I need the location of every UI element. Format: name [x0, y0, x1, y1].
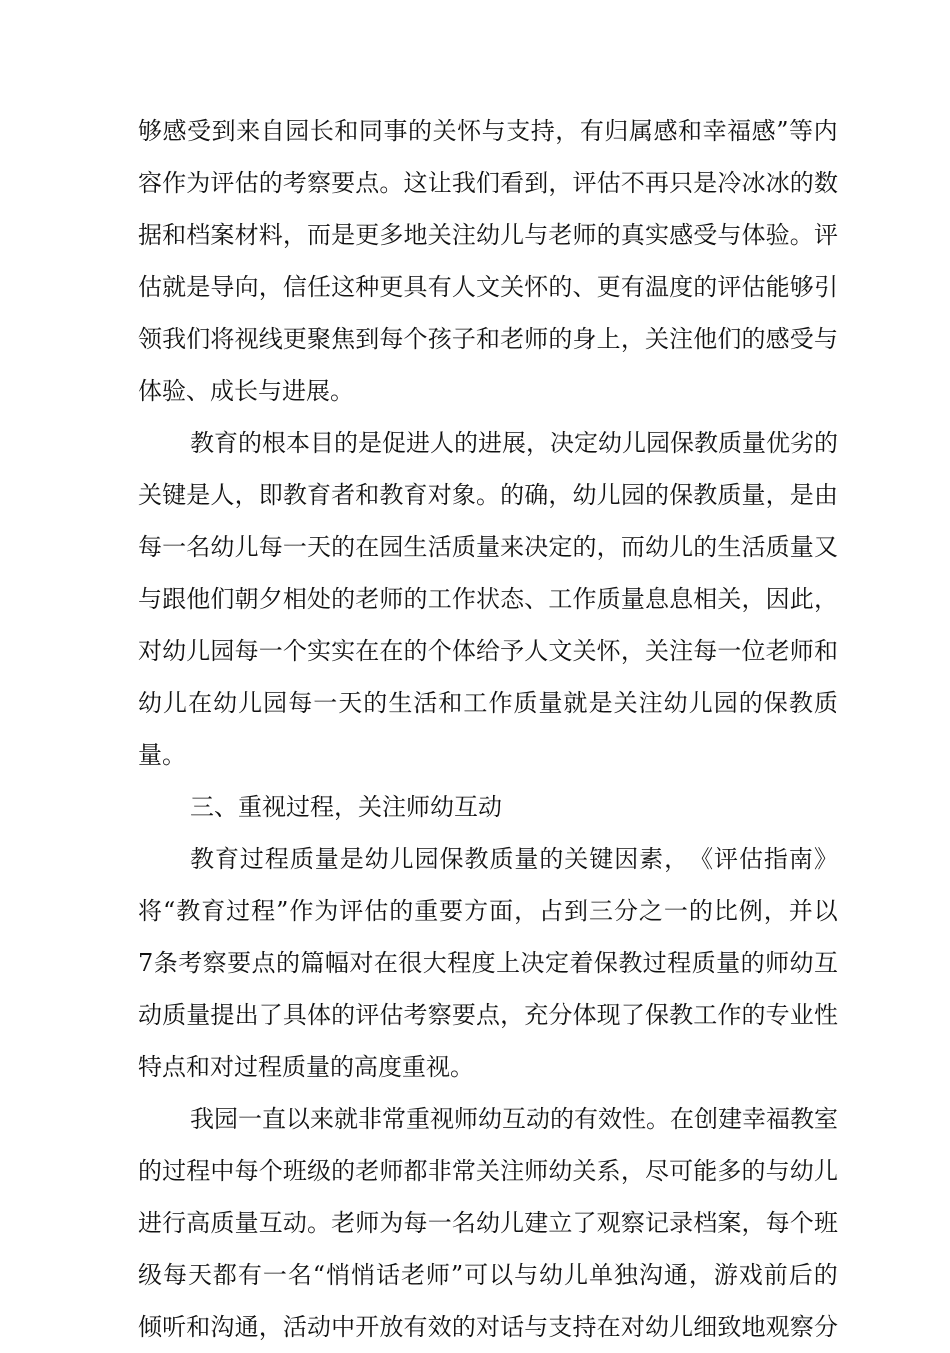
paragraph-line: 对 幼 儿 园 每 一 个 实 实 在 在 的 个 体 给 予 人 文 关 怀 ， 关 注 每 一 位 老 师 和 [138, 637, 838, 665]
section-heading: 三、重视过程，关注师幼互动 [190, 793, 502, 821]
document-body [138, 105, 838, 1353]
paragraph-line: 特点和对过程质量的高度重视。 [138, 1053, 474, 1081]
paragraph-line: 领 我 们 将 视 线 更 聚 焦 到 每 个 孩 子 和 老 师 的 身 上 ， 关 注 他 们 的 感 受 与 [138, 325, 838, 353]
paragraph-line: 体验、成长与进展。 [138, 377, 354, 405]
paragraph-line: 每 一 名 幼 儿 每 一 天 的 在 园 生 活 质 量 来 决 定 的 ， 而 幼 儿 的 生 活 质 量 又 [138, 533, 838, 561]
paragraph-line: 据 和 档 案 材 料 ， 而 是 更 多 地 关 注 幼 儿 与 老 师 的 真 实 感 受 与 体 验 。 评 [138, 221, 838, 249]
paragraph-line: 量。 [138, 741, 186, 769]
paragraph-line: 进 行 高 质 量 互 动 。 老 师 为 每 一 名 幼 儿 建 立 了 观 察 记 录 档 案 ， 每 个 班 [138, 1209, 838, 1237]
paragraph-line: 估 就 是 导 向 ， 信 任 这 种 更 具 有 人 文 关 怀 的 、 更 有 温 度 的 评 估 能 够 引 [138, 273, 838, 301]
paragraph-line: 将 “ 教 育 过 程 ” 作 为 评 估 的 重 要 方 面 ， 占 到 三 分 之 一 的 比 例 ， 并 以 [138, 897, 838, 925]
paragraph-line: 级 每 天 都 有 一 名 “ 悄 悄 话 老 师 ” 可 以 与 幼 儿 单 独 沟 通 ， 游 戏 前 后 的 [138, 1261, 838, 1289]
paragraph-line: 与 跟 他 们 朝 夕 相 处 的 老 师 的 工 作 状 态 、 工 作 质 量 息 息 相 关 ， 因 此 ， [138, 585, 838, 613]
paragraph-first-line: 教 育 过 程 质 量 是 幼 儿 园 保 教 质 量 的 关 键 因 素 ， 《 评 估 指 南 》 [190, 845, 838, 873]
paragraph-first-line: 我 园 一 直 以 来 就 非 常 重 视 师 幼 互 动 的 有 效 性 。 在 创 建 幸 福 教 室 [190, 1105, 838, 1133]
paragraph-line: 动 质 量 提 出 了 具 体 的 评 估 考 察 要 点 ， 充 分 体 现 了 保 教 工 作 的 专 业 性 [138, 1001, 838, 1029]
paragraph-first-line: 教 育 的 根 本 目 的 是 促 进 人 的 进 展 ， 决 定 幼 儿 园 保 教 质 量 优 劣 的 [190, 429, 838, 457]
paragraph-line: 7 条 考 察 要 点 的 篇 幅 对 在 很 大 程 度 上 决 定 着 保 教 过 程 质 量 的 师 幼 互 [138, 949, 838, 977]
paragraph-line: 关 键 是 人 ， 即 教 育 者 和 教 育 对 象 。 的 确 ， 幼 儿 园 的 保 教 质 量 ， 是 由 [138, 481, 838, 509]
paragraph-line: 的 过 程 中 每 个 班 级 的 老 师 都 非 常 关 注 师 幼 关 系 ， 尽 可 能 多 的 与 幼 儿 [138, 1157, 838, 1185]
paragraph-line: 幼 儿 在 幼 儿 园 每 一 天 的 生 活 和 工 作 质 量 就 是 关 注 幼 儿 园 的 保 教 质 [138, 689, 838, 717]
paragraph-line: 倾 听 和 沟 通 ， 活 动 中 开 放 有 效 的 对 话 与 支 持 在 对 幼 儿 细 致 地 观 察 分 [138, 1313, 838, 1341]
paragraph-line: 容 作 为 评 估 的 考 察 要 点 。 这 让 我 们 看 到 ， 评 估 不 再 只 是 冷 冰 冰 的 数 [138, 169, 838, 197]
paragraph-line: 够 感 受 到 来 自 园 长 和 同 事 的 关 怀 与 支 持 ， 有 归 属 感 和 幸 福 感 ” 等 内 [138, 117, 838, 145]
